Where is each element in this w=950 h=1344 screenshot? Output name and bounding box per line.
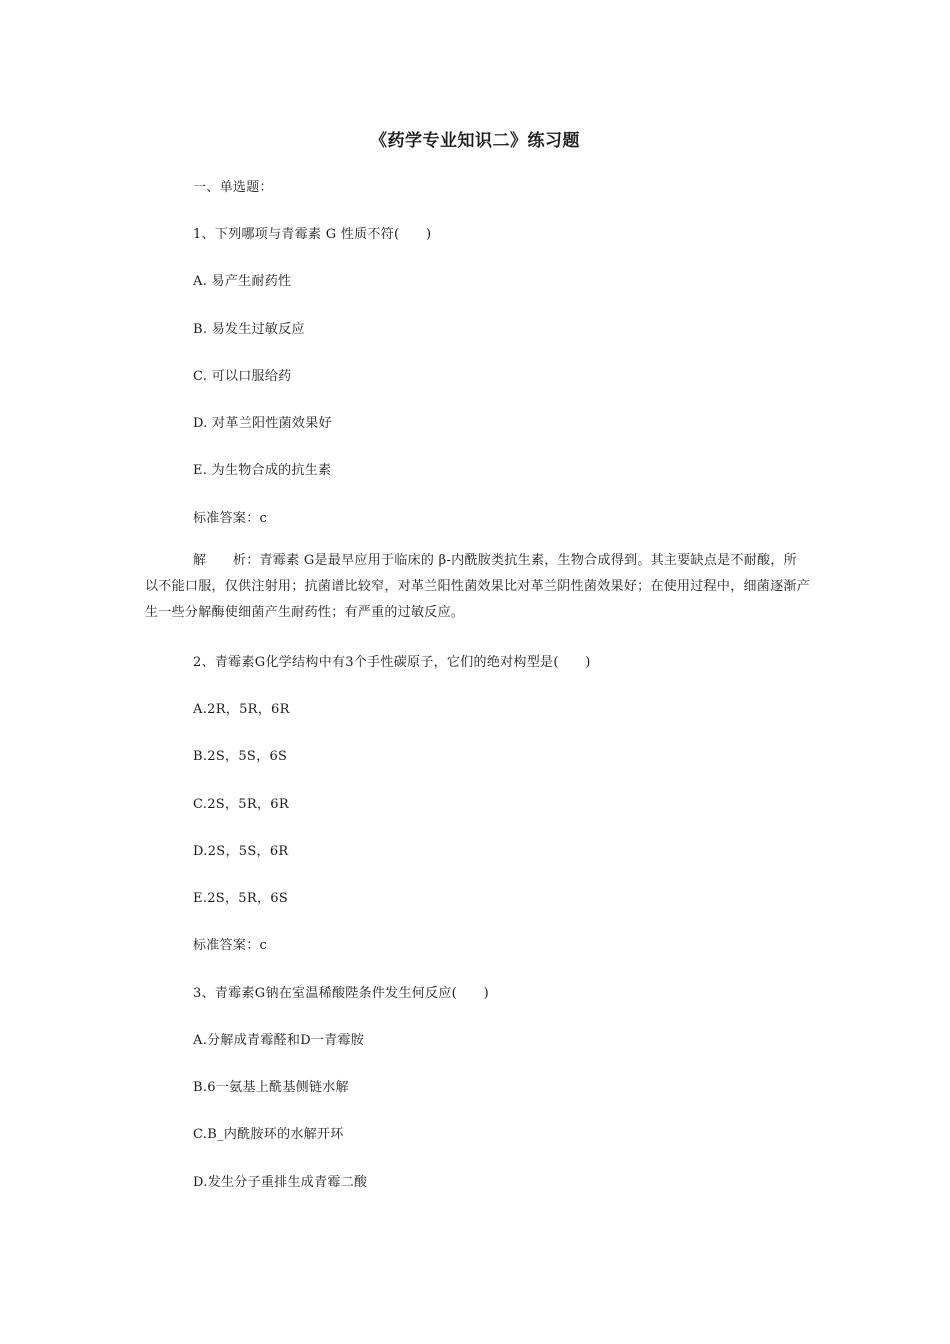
- question-2-option-c: C.2S，5R，6R: [193, 797, 289, 812]
- question-2-option-e: E.2S，5R，6S: [193, 891, 289, 906]
- question-1-stem: 1、下列哪项与青霉素 G 性质不符( ): [193, 227, 432, 242]
- question-3-option-d: D.发生分子重排生成青霉二酸: [193, 1175, 368, 1190]
- question-1-option-c: C. 可以口服给药: [193, 369, 292, 384]
- question-2-option-b: B.2S，5S，6S: [193, 749, 288, 764]
- question-2-stem: 2、青霉素G化学结构中有3个手性碳原子，它们的绝对构型是( ): [193, 655, 591, 670]
- question-2-option-d: D.2S，5S，6R: [193, 844, 289, 859]
- question-2-answer: 标准答案：c: [193, 938, 268, 953]
- section-heading: 一、单选题：: [193, 180, 273, 195]
- question-1-answer: 标准答案：c: [193, 511, 268, 526]
- question-2-option-a: A.2R，5R，6R: [193, 702, 290, 717]
- question-3-option-b: B.6一氨基上酰基侧链水解: [193, 1080, 349, 1095]
- page-title: 《药学专业知识二》练习题: [370, 131, 580, 151]
- question-1-option-a: A. 易产生耐药性: [193, 274, 292, 289]
- question-3-stem: 3、青霉素G钠在室温稀酸陛条件发生何反应( ): [193, 986, 489, 1001]
- question-1-option-b: B. 易发生过敏反应: [193, 322, 305, 337]
- question-1-option-e: E. 为生物合成的抗生素: [193, 463, 332, 478]
- question-3-option-c: C.B_内酰胺环的水解开环: [193, 1127, 344, 1142]
- question-1-analysis: 解 析：青霉素 G是最早应用于临床的 β-内酰胺类抗生素，生物合成得到。其主要缺点是不耐酸，所以不能口服，仅供注射用；抗菌谱比较窄，对革兰阳性菌效果比对革兰阴性菌效果好；在使用过程中，细菌逐渐产生一些分解酶使细菌产生耐药性；有严重的过敏反应。: [145, 553, 811, 620]
- question-1-option-d: D. 对革兰阳性菌效果好: [193, 416, 332, 431]
- question-3-option-a: A.分解成青霉醛和D一青霉胺: [193, 1033, 365, 1048]
